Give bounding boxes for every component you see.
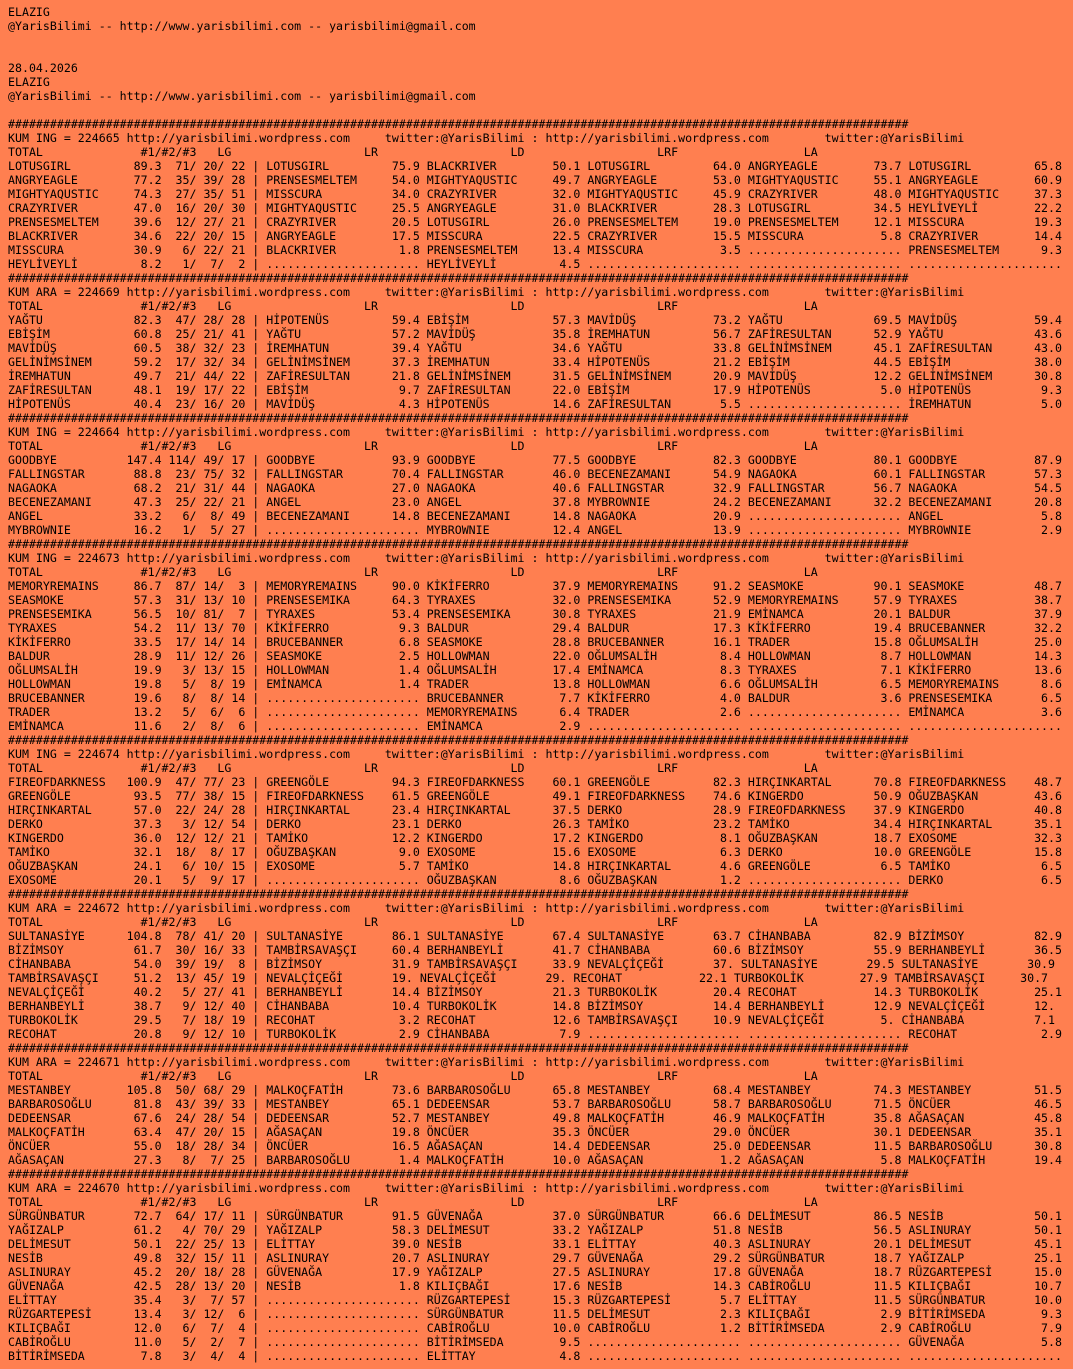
horse-row: ANGEL 33.2 6/ 8/ 49 | BECENEZAMANI 14.8 BECENEZAMANI 14.8 NAGAOKA 20.9 ...................... ANGEL 5.8 (8, 509, 1062, 523)
horse-row: AĞASAÇAN 27.3 8/ 7/ 25 | BARBAROSOĞLU 1.4 MALKOÇFATİH 10.0 AĞASAÇAN 1.2 AĞASAÇAN 5.8 MALKOÇFATİH 19.4 (8, 1153, 1062, 1167)
column-header-line: TOTAL #1/#2/#3 LG LR LD LRF LA (8, 761, 818, 775)
horse-row: NEVALÇİÇEĞİ 40.2 5/ 27/ 41 | BERHANBEYLİ 14.4 BİZİMSOY 21.3 TURBOKOLİK 20.4 RECOHAT 14.3 TURBOKOLİK 25.1 (8, 985, 1062, 999)
column-header-line: TOTAL #1/#2/#3 LG LR LD LRF LA (8, 439, 818, 453)
horse-row: KINGERDO 36.0 12/ 12/ 21 | TAMİKO 12.2 KINGERDO 17.2 KINGERDO 8.1 OĞUZBAŞKAN 18.7 EXOSOME 32.3 (8, 831, 1062, 845)
horse-row: BALDUR 28.9 11/ 12/ 26 | SEASMOKE 2.5 HOLLOWMAN 22.0 OĞLUMSALİH 8.4 HOLLOWMAN 8.7 HOLLOWMAN 14.3 (8, 649, 1062, 663)
horse-row: MYBROWNIE 16.2 1/ 5/ 27 | ...................... MYBROWNIE 12.4 ANGEL 13.9 ...................... MYBROWNIE 2.9 (8, 523, 1062, 537)
horse-row: MIGHTYAQUSTIC 74.3 27/ 35/ 51 | MISSCURA 34.0 CRAZYRIVER 32.0 MIGHTYAQUSTIC 45.9 CRAZYRIVER 48.0 MIGHTYAQUSTIC 37.3 (8, 187, 1062, 201)
separator-line: ################################################################################################################################# (8, 537, 909, 551)
race-header-line: KUM ING = 224674 http://yarisbilimi.wordpress.com twitter:@YarisBilimi : http://yarisbilimi.wordpress.com twitter:@YarisBilimi (8, 747, 965, 761)
horse-row: GÜVENAĞA 42.5 28/ 13/ 20 | NESİB 1.8 KILIÇBAĞI 17.6 NESİB 14.3 CABİROĞLU 11.5 KILIÇBAĞI 10.7 (8, 1279, 1062, 1293)
horse-row: ELİTTAY 35.4 3/ 7/ 57 | ...................... RÜZGARTEPESİ 15.3 RÜZGARTEPESİ 5.7 ELİTTAY 11.5 SÜRGÜNBATUR 10.0 (8, 1293, 1062, 1307)
horse-row: DEDEENSAR 67.6 24/ 28/ 54 | DEDEENSAR 52.7 MESTANBEY 49.8 MALKOÇFATİH 46.9 MALKOÇFATİH 35.8 AĞASAÇAN 45.8 (8, 1111, 1062, 1125)
header-line: ELAZIG (8, 75, 50, 89)
race-header-line: KUM ING = 224665 http://yarisbilimi.wordpress.com twitter:@YarisBilimi : http://yarisbilimi.wordpress.com twitter:@YarisBilimi (8, 131, 965, 145)
horse-row: TAMİKO 32.1 18/ 8/ 17 | OĞUZBAŞKAN 9.0 EXOSOME 15.6 EXOSOME 6.3 DERKO 10.0 GREENGÖLE 15.8 (8, 845, 1062, 859)
column-header-line: TOTAL #1/#2/#3 LG LR LD LRF LA (8, 145, 818, 159)
horse-row: SÜRGÜNBATUR 72.7 64/ 17/ 11 | SÜRGÜNBATUR 91.5 GÜVENAĞA 37.0 SÜRGÜNBATUR 66.6 DELİMESUT 86.5 NESİB 50.1 (8, 1209, 1062, 1223)
horse-row: HİPOTENÜS 40.4 23/ 16/ 20 | MAVİDÜŞ 4.3 HİPOTENÜS 14.6 ZAFİRESULTAN 5.5 ...................... İREMHATUN 5.0 (8, 397, 1062, 411)
horse-row: BERHANBEYLİ 38.7 9/ 12/ 40 | CİHANBABA 10.4 TURBOKOLİK 14.8 BİZİMSOY 14.4 BERHANBEYLİ 12.9 NEVALÇİÇEĞİ 12. (8, 999, 1056, 1013)
race-header-line: KUM ARA = 224669 http://yarisbilimi.wordpress.com twitter:@YarisBilimi : http://yarisbilimi.wordpress.com twitter:@YarisBilimi (8, 285, 965, 299)
horse-row: SEASMOKE 57.3 31/ 13/ 10 | PRENSESEMIKA 64.3 TYRAXES 32.0 PRENSESEMIKA 52.9 MEMORYREMAINS 57.9 TYRAXES 38.7 (8, 593, 1062, 607)
horse-row: ANGRYEAGLE 77.2 35/ 39/ 28 | PRENSESMELTEM 54.0 MIGHTYAQUSTIC 49.7 ANGRYEAGLE 53.0 MIGHTYAQUSTIC 55.1 ANGRYEAGLE 60.9 (8, 173, 1062, 187)
separator-line: ################################################################################################################################# (8, 887, 909, 901)
blank-line (8, 103, 1073, 117)
separator-line: ################################################################################################################################# (8, 733, 909, 747)
horse-row: KILIÇBAĞI 12.0 6/ 7/ 4 | ...................... CABİROĞLU 10.0 CABİROĞLU 1.2 BİTİRİMSEDA 2.9 CABİROĞLU 7.9 (8, 1321, 1062, 1335)
horse-row: EBİŞİM 60.8 25/ 21/ 41 | YAĞTU 57.2 MAVİDÜŞ 35.8 İREMHATUN 56.7 ZAFİRESULTAN 52.9 YAĞTU 43.6 (8, 327, 1062, 341)
horse-row: RÜZGARTEPESİ 13.4 3/ 12/ 6 | ...................... SÜRGÜNBATUR 11.5 DELİMESUT 2.3 KILIÇBAĞI 2.9 BİTİRİMSEDA 9.3 (8, 1307, 1062, 1321)
horse-row: OĞLUMSALİH 19.9 3/ 13/ 15 | HOLLOWMAN 1.4 OĞLUMSALİH 17.4 EMİNAMCA 8.3 TYRAXES 7.1 KİKİFERRO 13.6 (8, 663, 1062, 677)
horse-row: GELİNİMSİNEM 59.2 17/ 32/ 34 | GELİNİMSİNEM 37.3 İREMHATUN 33.4 HİPOTENÜS 21.2 EBİŞİM 44.5 EBİŞİM 38.0 (8, 355, 1062, 369)
horse-row: CABİROĞLU 11.0 5/ 2/ 7 | ...................... BİTİRİMSEDA 9.5 ...................... ...................... GÜVENAĞA 5.8 (8, 1335, 1062, 1349)
horse-row: NESİB 49.8 32/ 15/ 11 | ASLINURAY 20.7 ASLINURAY 29.7 GÜVENAĞA 29.2 SÜRGÜNBATUR 18.7 YAĞIZALP 25.1 (8, 1251, 1062, 1265)
horse-row: BRUCEBANNER 19.6 8/ 8/ 14 | ...................... BRUCEBANNER 7.7 KİKİFERRO 4.0 BALDUR 3.6 PRENSESEMIKA 6.5 (8, 691, 1062, 705)
horse-row: TYRAXES 54.2 11/ 13/ 70 | KİKİFERRO 9.3 BALDUR 29.4 BALDUR 17.3 KİKİFERRO 19.4 BRUCEBANNER 32.2 (8, 621, 1062, 635)
horse-row: RECOHAT 20.8 9/ 12/ 10 | TURBOKOLİK 2.9 CİHANBABA 7.9 ...................... ...................... RECOHAT 2.9 (8, 1027, 1062, 1041)
horse-row: OĞUZBAŞKAN 24.1 6/ 10/ 15 | EXOSOME 5.7 TAMİKO 14.8 HIRÇINKARTAL 4.6 GREENGÖLE 6.5 TAMİKO 6.5 (8, 859, 1062, 873)
horse-row: HOLLOWMAN 19.8 5/ 8/ 19 | EMİNAMCA 1.4 TRADER 13.8 HOLLOWMAN 6.6 OĞLUMSALİH 6.5 MEMORYREMAINS 8.6 (8, 677, 1062, 691)
horse-row: EMİNAMCA 11.6 2/ 8/ 6 | ...................... EMİNAMCA 2.9 ...................... ...................... ...................... (8, 719, 1062, 733)
horse-row: ÖNCÜER 55.0 18/ 28/ 34 | ÖNCÜER 16.5 AĞASAÇAN 14.4 DEDEENSAR 25.0 DEDEENSAR 11.5 BARBAROSOĞLU 30.8 (8, 1139, 1062, 1153)
horse-row: SULTANASİYE 104.8 78/ 41/ 20 | SULTANASİYE 86.1 SULTANASİYE 67.4 SULTANASİYE 63.7 CİHANBABA 82.9 BİZİMSOY 82.9 (8, 929, 1062, 943)
horse-row: BARBAROSOĞLU 81.8 43/ 39/ 33 | MESTANBEY 65.1 DEDEENSAR 53.7 BARBAROSOĞLU 58.7 BARBAROSOĞLU 71.5 ÖNCÜER 46.5 (8, 1097, 1062, 1111)
column-header-line: TOTAL #1/#2/#3 LG LR LD LRF LA (8, 1195, 818, 1209)
horse-row: CİHANBABA 54.0 39/ 19/ 8 | BİZİMSOY 31.9 TAMBİRSAVAŞÇI 33.9 NEVALÇİÇEĞİ 37. SULTANASİYE 29.5 SULTANASİYE 30.9 (8, 957, 1056, 971)
race-header-line: KUM ING = 224664 http://yarisbilimi.wordpress.com twitter:@YarisBilimi : http://yarisbilimi.wordpress.com twitter:@YarisBilimi (8, 425, 965, 439)
horse-row: GOODBYE 147.4 114/ 49/ 17 | GOODBYE 93.9 GOODBYE 77.5 GOODBYE 82.3 GOODBYE 80.1 GOODBYE 87.9 (8, 453, 1062, 467)
column-header-line: TOTAL #1/#2/#3 LG LR LD LRF LA (8, 299, 818, 313)
horse-row: MALKOÇFATİH 63.4 47/ 20/ 15 | AĞASAÇAN 19.8 ÖNCÜER 35.3 ÖNCÜER 29.0 ÖNCÜER 30.1 DEDEENSAR 35.1 (8, 1125, 1062, 1139)
race-header-line: KUM ARA = 224671 http://yarisbilimi.wordpress.com twitter:@YarisBilimi : http://yarisbilimi.wordpress.com twitter:@YarisBilimi (8, 1055, 965, 1069)
horse-row: GREENGÖLE 93.5 77/ 38/ 15 | FIREOFDARKNESS 61.5 GREENGÖLE 49.1 FIREOFDARKNESS 74.6 KINGERDO 50.9 OĞUZBAŞKAN 43.6 (8, 789, 1062, 803)
blank-line (8, 33, 1073, 47)
horse-row: FIREOFDARKNESS 100.9 47/ 77/ 23 | GREENGÖLE 94.3 FIREOFDARKNESS 60.1 GREENGÖLE 82.3 HIRÇINKARTAL 70.8 FIREOFDARKNESS 48.7 (8, 775, 1062, 789)
horse-row: ZAFİRESULTAN 48.1 19/ 17/ 22 | EBİŞİM 9.7 ZAFİRESULTAN 22.0 EBİŞİM 17.9 HİPOTENÜS 5.0 HİPOTENÜS 9.3 (8, 383, 1062, 397)
horse-row: LOTUSGIRL 89.3 71/ 20/ 22 | LOTUSGIRL 75.9 BLACKRIVER 50.1 LOTUSGIRL 64.0 ANGRYEAGLE 73.7 LOTUSGIRL 65.8 (8, 159, 1062, 173)
horse-row: NAGAOKA 68.2 21/ 31/ 44 | NAGAOKA 27.0 NAGAOKA 40.6 FALLINGSTAR 32.9 FALLINGSTAR 56.7 NAGAOKA 54.5 (8, 481, 1062, 495)
horse-row: ASLINURAY 45.2 20/ 18/ 28 | GÜVENAĞA 17.9 YAĞIZALP 27.5 ASLINURAY 17.8 GÜVENAĞA 18.7 RÜZGARTEPESİ 15.0 (8, 1265, 1062, 1279)
horse-row: KİKİFERRO 33.5 17/ 14/ 14 | BRUCEBANNER 6.8 SEASMOKE 28.8 BRUCEBANNER 16.1 TRADER 15.8 OĞLUMSALİH 25.0 (8, 635, 1062, 649)
horse-row: TAMBİRSAVAŞÇI 51.2 13/ 45/ 19 | NEVALÇİÇEĞİ 19. NEVALÇİÇEĞİ 29. RECOHAT 22.1 TURBOKOLİK 27.9 TAMBİRSAVAŞÇI 30.7 (8, 971, 1049, 985)
horse-row: BİTİRİMSEDA 7.8 3/ 4/ 4 | ...................... ELİTTAY 4.8 ...................... ...................... ...................... (8, 1349, 1062, 1363)
header-line: ELAZIG (8, 5, 50, 19)
horse-row: MEMORYREMAINS 86.7 87/ 14/ 3 | MEMORYREMAINS 90.0 KİKİFERRO 37.9 MEMORYREMAINS 91.2 SEASMOKE 90.1 SEASMOKE 48.7 (8, 579, 1062, 593)
separator-line: ################################################################################################################################# (8, 1041, 909, 1055)
horse-row: MAVİDÜŞ 60.5 38/ 32/ 23 | İREMHATUN 39.4 YAĞTU 34.6 YAĞTU 33.8 GELİNİMSİNEM 45.1 ZAFİRESULTAN 43.0 (8, 341, 1062, 355)
horse-row: TRADER 13.2 5/ 6/ 6 | ...................... MEMORYREMAINS 6.4 TRADER 2.6 ...................... EMİNAMCA 3.6 (8, 705, 1062, 719)
horse-row: DELİMESUT 50.1 22/ 25/ 13 | ELİTTAY 39.0 NESİB 33.1 ELİTTAY 40.3 ASLINURAY 20.1 DELİMESUT 45.1 (8, 1237, 1062, 1251)
horse-row: FALLINGSTAR 88.8 23/ 75/ 32 | FALLINGSTAR 70.4 FALLINGSTAR 46.0 BECENEZAMANI 54.9 NAGAOKA 60.1 FALLINGSTAR 57.3 (8, 467, 1062, 481)
horse-row: YAĞTU 82.3 47/ 28/ 28 | HİPOTENÜS 59.4 EBİŞİM 57.3 MAVİDÜŞ 73.2 YAĞTU 69.5 MAVİDÜŞ 59.4 (8, 313, 1062, 327)
horse-row: CRAZYRIVER 47.0 16/ 20/ 30 | MIGHTYAQUSTIC 25.5 ANGRYEAGLE 31.0 BLACKRIVER 28.3 LOTUSGIRL 34.5 HEYLİVEYLİ 22.2 (8, 201, 1062, 215)
horse-row: PRENSESMELTEM 39.6 12/ 27/ 21 | CRAZYRIVER 20.5 LOTUSGIRL 26.0 PRENSESMELTEM 19.0 PRENSESMELTEM 12.1 MISSCURA 19.3 (8, 215, 1062, 229)
column-header-line: TOTAL #1/#2/#3 LG LR LD LRF LA (8, 915, 818, 929)
contact-line: @YarisBilimi -- http://www.yarisbilimi.com -- yarisbilimi@gmail.com (8, 89, 476, 103)
race-header-line: KUM ARA = 224672 http://yarisbilimi.wordpress.com twitter:@YarisBilimi : http://yarisbilimi.wordpress.com twitter:@YarisBilimi (8, 901, 965, 915)
horse-row: BLACKRIVER 34.6 22/ 20/ 15 | ANGRYEAGLE 17.5 MISSCURA 22.5 CRAZYRIVER 15.5 MISSCURA 5.8 CRAZYRIVER 14.4 (8, 229, 1062, 243)
horse-row: YAĞIZALP 61.2 4/ 70/ 29 | YAĞIZALP 58.3 DELİMESUT 33.2 YAĞIZALP 51.8 NESİB 56.5 ASLINURAY 50.1 (8, 1223, 1062, 1237)
separator-line: ################################################################################################################################# (8, 117, 909, 131)
horse-row: İREMHATUN 49.7 21/ 44/ 22 | ZAFİRESULTAN 21.8 GELİNİMSİNEM 31.5 GELİNİMSİNEM 20.9 MAVİDÜŞ 12.2 GELİNİMSİNEM 30.8 (8, 369, 1062, 383)
contact-line: @YarisBilimi -- http://www.yarisbilimi.com -- yarisbilimi@gmail.com (8, 19, 476, 33)
column-header-line: TOTAL #1/#2/#3 LG LR LD LRF LA (8, 565, 818, 579)
header-line: 28.04.2026 (8, 61, 78, 75)
horse-row: HIRÇINKARTAL 57.0 22/ 24/ 28 | HIRÇINKARTAL 23.4 HIRÇINKARTAL 37.5 DERKO 28.9 FIREOFDARKNESS 37.9 KINGERDO 40.8 (8, 803, 1062, 817)
column-header-line: TOTAL #1/#2/#3 LG LR LD LRF LA (8, 1069, 818, 1083)
separator-line: ################################################################################################################################# (8, 271, 909, 285)
blank-line (8, 47, 1073, 61)
horse-row: BİZİMSOY 61.7 30/ 16/ 33 | TAMBİRSAVAŞÇI 60.4 BERHANBEYLİ 41.7 CİHANBABA 60.6 BİZİMSOY 55.9 BERHANBEYLİ 36.5 (8, 943, 1062, 957)
separator-line: ################################################################################################################################# (8, 411, 909, 425)
horse-row: PRENSESEMIKA 56.5 10/ 81/ 7 | TYRAXES 53.4 PRENSESEMIKA 30.8 TYRAXES 21.9 EMİNAMCA 20.1 BALDUR 37.9 (8, 607, 1062, 621)
horse-row: EXOSOME 20.1 5/ 9/ 17 | ...................... OĞUZBAŞKAN 8.6 OĞUZBAŞKAN 1.2 ...................... DERKO 6.5 (8, 873, 1062, 887)
horse-row: MISSCURA 30.9 6/ 22/ 21 | BLACKRIVER 1.8 PRENSESMELTEM 13.4 MISSCURA 3.5 ...................... PRENSESMELTEM 9.3 (8, 243, 1062, 257)
horse-row: TURBOKOLİK 29.5 7/ 18/ 19 | RECOHAT 3.2 RECOHAT 12.6 TAMBİRSAVAŞÇI 10.9 NEVALÇİÇEĞİ 5. CİHANBABA 7.1 (8, 1013, 1056, 1027)
race-header-line: KUM ARA = 224670 http://yarisbilimi.wordpress.com twitter:@YarisBilimi : http://yarisbilimi.wordpress.com twitter:@YarisBilimi (8, 1181, 965, 1195)
horse-row: DERKO 37.3 3/ 12/ 54 | DERKO 23.1 DERKO 26.3 TAMİKO 23.2 TAMİKO 34.4 HIRÇINKARTAL 35.1 (8, 817, 1062, 831)
horse-row: MESTANBEY 105.8 50/ 68/ 29 | MALKOÇFATİH 73.6 BARBAROSOĞLU 65.8 MESTANBEY 68.4 MESTANBEY 74.3 MESTANBEY 51.5 (8, 1083, 1062, 1097)
separator-line: ################################################################################################################################# (8, 1167, 909, 1181)
horse-row: BECENEZAMANI 47.3 25/ 22/ 21 | ANGEL 23.0 ANGEL 37.8 MYBROWNIE 24.2 BECENEZAMANI 32.2 BECENEZAMANI 20.8 (8, 495, 1062, 509)
horse-row: HEYLİVEYLİ 8.2 1/ 7/ 2 | ...................... HEYLİVEYLİ 4.5 ...................... ...................... ...................... (8, 257, 1062, 271)
race-header-line: KUM ING = 224673 http://yarisbilimi.wordpress.com twitter:@YarisBilimi : http://yarisbilimi.wordpress.com twitter:@YarisBilimi (8, 551, 965, 565)
